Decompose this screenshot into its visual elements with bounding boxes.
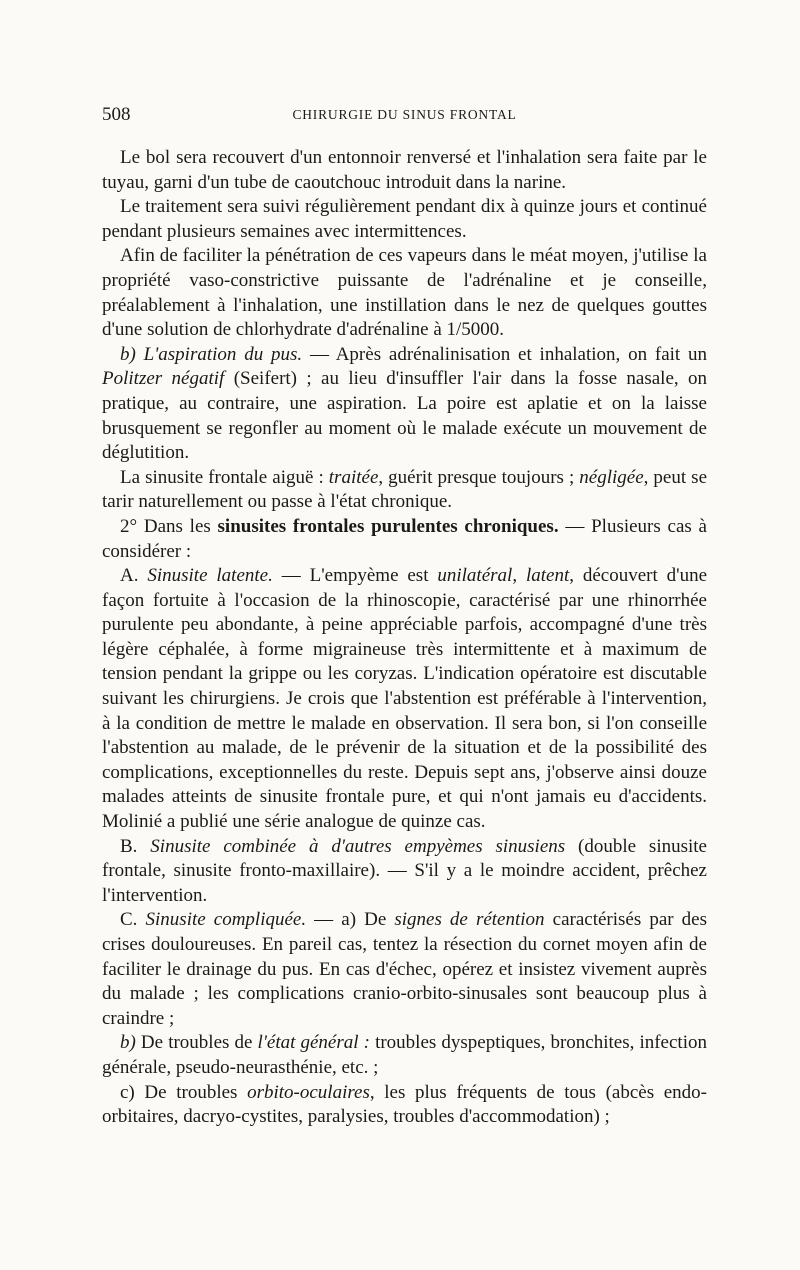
term: négligée: [579, 466, 644, 488]
item-label: B.: [120, 835, 151, 857]
section-title: Sinusite latente.: [147, 565, 273, 587]
paragraph-orbito-ocular: c) De troubles orbito-oculaires, les plus fréquents de tous (abcès endo-orbitaires, dacryo-cystites, paralysies, troubles d'accommodation) ;: [102, 1081, 708, 1128]
item-label: c): [120, 1081, 135, 1103]
item-label: A.: [120, 565, 148, 587]
section-title: Sinusite combinée à d'autres empyèmes sinusiens: [150, 835, 566, 857]
page-header: [102, 104, 707, 128]
paragraph-1: Le bol sera recouvert d'un entonnoir renversé et l'inhalation sera faite par le tuyau, garni d'un tube de caoutchouc introduit dans la narine.: [102, 147, 707, 193]
paragraph-latent: A. Sinusite latente. — L'empyème est unilatéral, latent, découvert d'une façon fortuite à l'occasion de la rhinoscopie, caractérisé par une rhinorrhée purulente peu abondante, à peine appréciable parfois, accompagné d'une très légère céphalée, à forme migraineuse très intermittente et à maximum de tension pendant la grippe ou les coryzas. L'indication opératoire est discutable suivant les chirurgiens. Je crois que l'abstention est préférable à l'intervention, à la condition de mettre le malade en observation. Il sera bon, si l'on conseille l'abstention au malade, de le prévenir de la situation et de la possibilité des complications, exceptionnelles du reste. Depuis sept ans, j'observe ainsi douze malades atteints de sinusite frontale pure, et qui n'ont jamais eu d'accidents. Molinié a publié une série analogue de quinze cas.: [102, 565, 707, 833]
paragraph-combined: B. Sinusite combinée à d'autres empyèmes sinusiens (double sinusite frontale, sinusite fronto-maxillaire). — S'il y a le moindre accident, prêchez l'intervention.: [102, 835, 707, 906]
paragraph-complicated: C. Sinusite compliquée. — a) De signes de rétention caractérisés par des crises douloureuses. En pareil cas, tentez la résection du cornet moyen afin de faciliter le drainage du pus. En cas d'échec, opérez et insistez vivement auprès du malade ; les complications cranio-orbito-sinusales sont beaucoup plus à craindre ;: [102, 909, 707, 1029]
section-title: Sinusite compliquée.: [145, 909, 307, 931]
term: Politzer négatif: [102, 368, 225, 390]
term: unilatéral: [437, 565, 513, 587]
bold-heading: sinusites frontales purulentes chroniques.: [217, 515, 559, 537]
paragraph-aspiration: b) L'aspiration du pus. — Après adrénalinisation et inhalation, on fait un Politzer négatif (Seifert) ; au lieu d'insuffler l'air dans la fosse nasale, on pratique, au contraire, une aspiration. La poire est aplatie et on la laisse brusquement se regonfler au moment où le malade exécute un mouvement de déglutition.: [102, 343, 708, 464]
term: latent: [525, 565, 570, 587]
item-label: b): [120, 1032, 136, 1054]
paragraph-2: Le traitement sera suivi régulièrement pendant dix à quinze jours et continué pendant plusieurs semaines avec intermittences.: [102, 196, 707, 242]
paragraph-chronic: 2° Dans les sinusites frontales purulentes chroniques. — Plusieurs cas à considérer :: [102, 515, 707, 562]
item-label: C.: [120, 909, 146, 931]
paragraph-acute: La sinusite frontale aiguë : traitée, guérit presque toujours ; négligée, peut se tarir naturellement ou passe à l'état chronique.: [102, 466, 707, 513]
term: orbito-oculaires: [247, 1081, 370, 1103]
running-title: CHIRURGIE DU SINUS FRONTAL: [292, 107, 517, 122]
item-label: b): [120, 343, 136, 365]
term: signes de rétention: [394, 909, 545, 931]
term: traitée: [328, 466, 379, 488]
body-text: [102, 146, 707, 1130]
term: l'état général :: [257, 1032, 370, 1054]
paragraph-general-state: b) De troubles de l'état général : troubles dyspeptiques, bronchites, infection générale, pseudo-neurasthénie, etc. ;: [102, 1032, 707, 1078]
section-title: L'aspiration du pus.: [143, 343, 303, 365]
page-number: 508: [102, 104, 131, 125]
paragraph-3: Afin de faciliter la pénétration de ces vapeurs dans le méat moyen, j'utilise la propriété vaso-constrictive puissante de l'adrénaline et je conseille, préalablement à l'inhalation, une instillation dans le nez de quelques gouttes d'une solution de chlorhydrate d'adrénaline à 1/5000.: [102, 245, 707, 341]
